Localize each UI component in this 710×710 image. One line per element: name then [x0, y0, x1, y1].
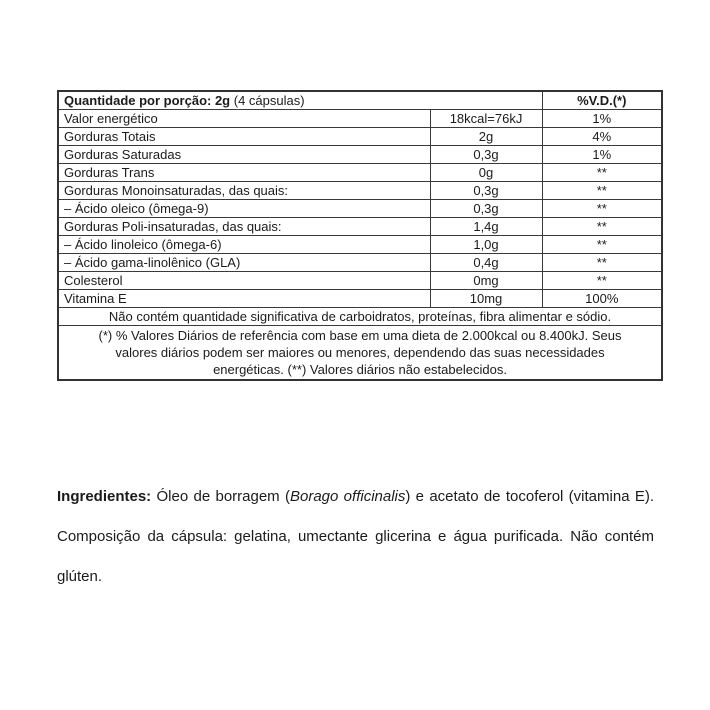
ingredients-latin-name: Borago officinalis [290, 488, 406, 505]
table-row [58, 182, 662, 200]
nutrient-name: Gorduras Saturadas [58, 146, 430, 164]
nutrient-name: – Ácido linoleico (ômega-6) [58, 236, 430, 254]
nutrient-amount: 0,3g [430, 182, 542, 200]
table-row [58, 128, 662, 146]
table-row [58, 254, 662, 272]
nutrient-daily-value: ** [542, 272, 662, 290]
nutrient-daily-value: 100% [542, 290, 662, 308]
table-row [58, 110, 662, 128]
ingredients-text-end: ) e acetato de tocoferol (vitamina E). Composição da cápsula: gelatina, umectante glicerina e água purificada. Não contém glúten. [57, 488, 655, 585]
nutrient-daily-value: 1% [542, 146, 662, 164]
daily-values-footnote [58, 326, 662, 381]
table-row [58, 164, 662, 182]
portion-header-cell [58, 91, 542, 110]
nutrient-daily-value: ** [542, 200, 662, 218]
nutrient-amount: 10mg [430, 290, 542, 308]
table-row [58, 200, 662, 218]
footnote-line: (*) % Valores Diários de referência com base em uma dieta de 2.000kcal ou 8.400kJ. Seus [98, 328, 622, 343]
no-significant-amounts-note: Não contém quantidade significativa de carboidratos, proteínas, fibra alimentar e sódio. [58, 308, 662, 326]
nutrient-daily-value: ** [542, 236, 662, 254]
table-row [58, 290, 662, 308]
nutrient-amount: 0,4g [430, 254, 542, 272]
nutrient-amount: 0,3g [430, 200, 542, 218]
footnote-line: energéticas. (**) Valores diários não estabelecidos. [213, 362, 507, 377]
portion-size-label: Quantidade por porção: 2g [64, 93, 231, 108]
nutrition-table [57, 90, 663, 381]
nutrient-name: – Ácido oleico (ômega-9) [58, 200, 430, 218]
table-row [58, 218, 662, 236]
nutrient-amount: 0mg [430, 272, 542, 290]
ingredients-text-start: Óleo de borragem ( [151, 488, 290, 505]
nutrient-amount: 0,3g [430, 146, 542, 164]
ingredients-label: Ingredientes: [57, 488, 152, 505]
nutrient-amount: 1,4g [430, 218, 542, 236]
daily-value-header: %V.D.(*) [542, 91, 662, 110]
nutrient-daily-value: ** [542, 164, 662, 182]
nutrient-name: Gorduras Totais [58, 128, 430, 146]
nutrient-name: Valor energético [58, 110, 430, 128]
footnote-line: valores diários podem ser maiores ou menores, dependendo das suas necessidades [115, 345, 605, 360]
table-header-row [58, 91, 662, 110]
nutrient-name: Gorduras Poli-insaturadas, das quais: [58, 218, 430, 236]
ingredients-paragraph [57, 477, 654, 597]
nutrient-name: Gorduras Monoinsaturadas, das quais: [58, 182, 430, 200]
daily-values-footnote-row [58, 326, 662, 381]
nutrient-name: Vitamina E [58, 290, 430, 308]
nutrient-name: Colesterol [58, 272, 430, 290]
table-row [58, 146, 662, 164]
nutrient-name: Gorduras Trans [58, 164, 430, 182]
no-significant-amounts-row [58, 308, 662, 326]
nutrient-daily-value: ** [542, 182, 662, 200]
capsule-count-label: (4 cápsulas) [230, 93, 305, 108]
nutrient-daily-value: 4% [542, 128, 662, 146]
nutrient-amount: 0g [430, 164, 542, 182]
table-row [58, 236, 662, 254]
nutrient-amount: 2g [430, 128, 542, 146]
nutrient-daily-value: 1% [542, 110, 662, 128]
nutrient-daily-value: ** [542, 218, 662, 236]
table-row [58, 272, 662, 290]
nutrient-amount: 1,0g [430, 236, 542, 254]
nutrient-daily-value: ** [542, 254, 662, 272]
nutrient-name: – Ácido gama-linolênico (GLA) [58, 254, 430, 272]
nutrient-amount: 18kcal=76kJ [430, 110, 542, 128]
